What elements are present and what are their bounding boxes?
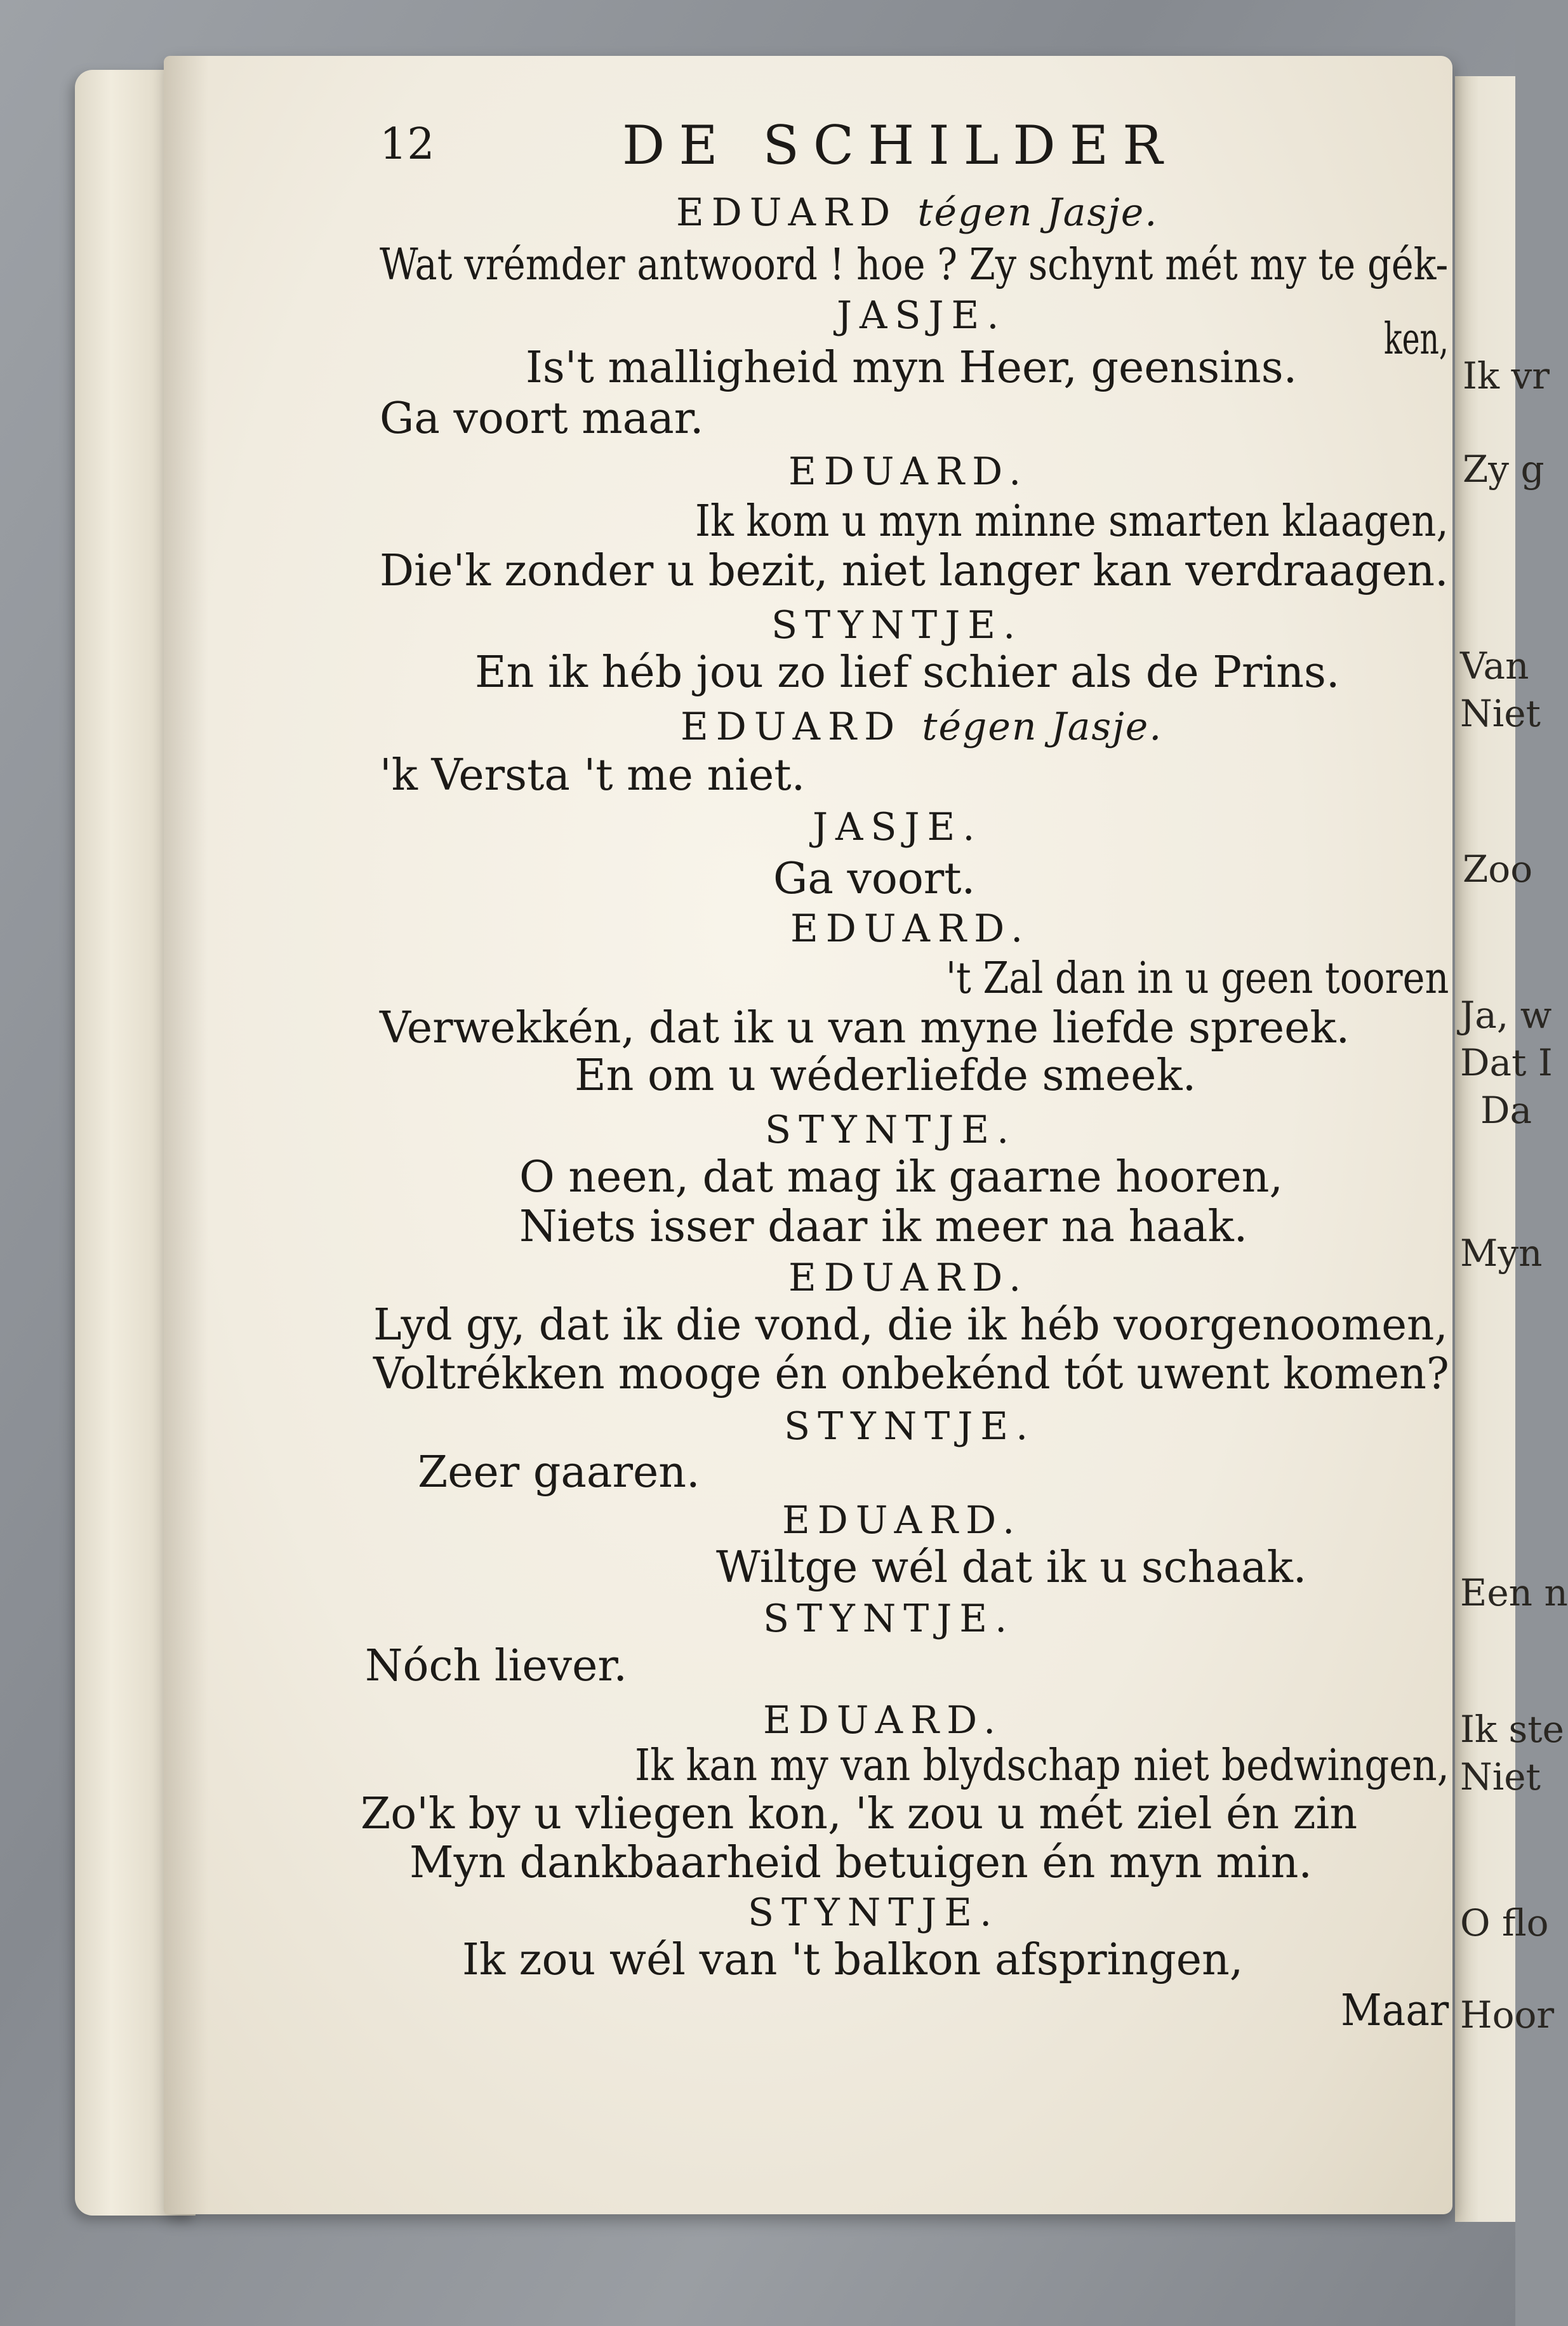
running-head: DE SCHILDER xyxy=(622,114,1177,176)
verse-line: Ga voort. xyxy=(773,854,976,904)
speaker-heading: STYNTJE. xyxy=(765,1108,1017,1152)
page-number: 12 xyxy=(380,119,435,169)
verse-line: O neen, dat mag ik gaarne hooren, xyxy=(519,1152,1284,1202)
facing-fragment: Hoor xyxy=(1460,1993,1555,2037)
verse-line: Nóch liever. xyxy=(365,1641,627,1691)
speaker-name: EDUARD xyxy=(676,190,898,235)
facing-fragment: Myn xyxy=(1460,1232,1543,1275)
speaker-heading: STYNTJE. xyxy=(763,1597,1015,1641)
verse-line: Wat vrémder antwoord ! hoe ? Zy schynt mét my te gék- xyxy=(380,240,1449,290)
facing-fragment: Zoo xyxy=(1463,847,1533,891)
speaker-heading: JASJE. xyxy=(813,805,983,849)
speaker-heading: EDUARD. xyxy=(763,1698,1004,1743)
speaker-heading: EDUARD. xyxy=(790,907,1031,951)
stage-direction: tégen Jasje. xyxy=(922,705,1163,749)
verse-line: Ik kom u myn minne smarten klaagen, xyxy=(695,496,1449,547)
speaker-heading: JASJE. xyxy=(837,293,1007,338)
speaker-heading: STYNTJE. xyxy=(771,603,1023,648)
speaker-heading: STYNTJE. xyxy=(748,1891,1000,1935)
facing-fragment: Niet xyxy=(1460,692,1541,735)
verse-line: Ga voort maar. xyxy=(380,394,704,444)
verse-line: Wiltge wél dat ik u schaak. xyxy=(716,1543,1307,1593)
verse-line: Myn dankbaarheid betuigen én myn min. xyxy=(409,1838,1312,1888)
speaker-heading: EDUARD. xyxy=(788,1256,1029,1300)
page-gutter-shadow xyxy=(164,56,208,2214)
speaker-heading: EDUARD. xyxy=(788,449,1029,494)
speaker-heading: STYNTJE. xyxy=(784,1404,1036,1449)
facing-fragment: Da xyxy=(1480,1089,1532,1132)
speaker-heading xyxy=(681,705,1162,749)
verse-line: En ik héb jou zo lief schier als de Prins. xyxy=(475,648,1340,698)
stage-direction: tégen Jasje. xyxy=(917,190,1159,235)
catchword: Maar xyxy=(1341,1986,1449,2036)
verse-line: 'k Versta 't me niet. xyxy=(380,750,806,801)
verse-line: Verwekkén, dat ik u van myne liefde spreek. xyxy=(380,1003,1350,1053)
facing-fragment: Een n xyxy=(1460,1571,1568,1614)
verse-line: Die'k zonder u bezit, niet langer kan verdraagen. xyxy=(380,546,1449,596)
facing-fragment: O flo xyxy=(1460,1901,1549,1944)
facing-page xyxy=(1455,76,1568,2222)
verse-line: Ik zou wél van 't balkon afspringen, xyxy=(462,1935,1244,1985)
verse-line: Zo'k by u vliegen kon, 'k zou u mét ziel én zin xyxy=(361,1789,1358,1839)
facing-fragment: Ik ste xyxy=(1460,1708,1564,1751)
verse-line: Ik kan my van blydschap niet bedwingen, xyxy=(635,1741,1450,1791)
facing-fragment: Zy g xyxy=(1463,448,1545,491)
verse-line: Zeer gaaren. xyxy=(418,1447,700,1498)
speaker-name: EDUARD xyxy=(681,705,903,749)
facing-fragment: Van xyxy=(1460,644,1529,688)
facing-fragment: Ik vr xyxy=(1463,354,1550,397)
verse-line: Is't malligheid myn Heer, geensins. xyxy=(526,343,1298,393)
verse-line: Niets isser daar ik meer na haak. xyxy=(519,1202,1248,1252)
verse-line: ken, xyxy=(1384,314,1449,364)
verse-line: 't Zal dan in u geen tooren xyxy=(946,954,1449,1004)
verse-line: En om u wéderliefde smeek. xyxy=(575,1051,1197,1101)
facing-fragment: Ja, w xyxy=(1460,994,1552,1037)
verse-line: Lyd gy, dat ik die vond, die ik héb voorgenoomen, xyxy=(373,1300,1448,1350)
facing-fragment: Niet xyxy=(1460,1755,1541,1798)
speaker-heading xyxy=(676,190,1158,235)
facing-fragment: Dat I xyxy=(1460,1041,1553,1084)
verse-line: Voltrékken mooge én onbekénd tót uwent komen? xyxy=(373,1349,1449,1399)
speaker-heading: EDUARD. xyxy=(782,1498,1023,1543)
